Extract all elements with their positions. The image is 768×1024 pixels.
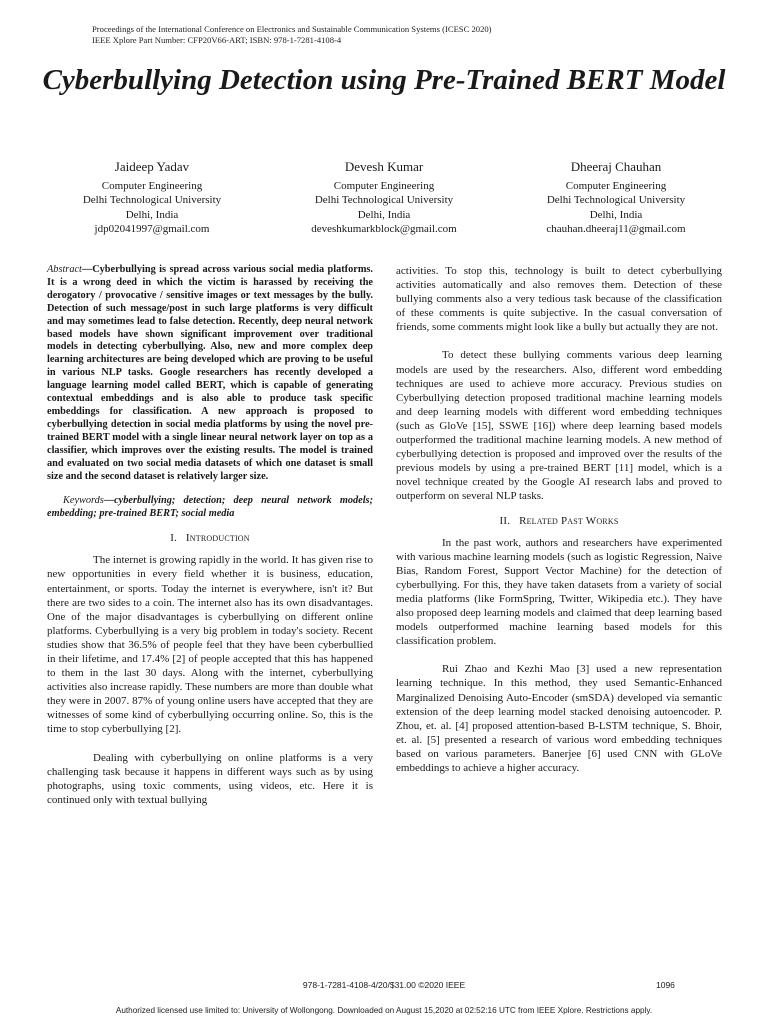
author-2 (268, 160, 500, 237)
section-number: II. (499, 514, 511, 527)
conference-header (92, 24, 492, 46)
footer-copyright: 978-1-7281-4108-4/20/$31.00 ©2020 IEEE (302, 980, 466, 990)
author-university: Delhi Technological University (546, 194, 686, 206)
header-line-1: Proceedings of the International Conference on Electronics and Sustainable Communication Systems (ICESC 2020) (92, 24, 492, 34)
abstract (47, 264, 373, 483)
author-location: Delhi, India (589, 208, 643, 221)
paper-title: Cyberbullying Detection using Pre-Trained BERT Model (42, 64, 726, 96)
intro-paragraph-3: To detect these bullying comments various deep learning models are used by the researchers. Also, different word embedding techniques are used to achieve more accuracy. Previous studies on Cyberbullying detection proposed traditional machine learning models and deep learning models with different word embedding techniques (such as GloVe [15], SSWE [16]) where deep learning based models outperformed the traditional machine learning models. A new method of cyberbullying detection is proposed and improved over the results of the previous models by using a pre-trained BERT [11] model, which is a novel technique created by the Google AI research labs and proved to outperform on several NLP tasks. (396, 349, 722, 503)
intro-paragraph-continued: activities. To stop this, technology is built to detect cyberbullying activities automatically and also removes them. Detection of these bullying comments also a very tedious task because of the classification of these comments is quite subjective. In the casual conversation of friends, some comments might look like a bully but actually they are not. (396, 265, 722, 334)
section-title: Introduction (185, 532, 250, 545)
page-number: 1096 (656, 980, 675, 990)
right-column (396, 264, 722, 775)
author-name: Dheeraj Chauhan (570, 159, 662, 174)
author-3 (500, 160, 732, 237)
section-number: I. (170, 532, 178, 545)
abstract-lead: Abstract (47, 264, 82, 275)
license-notice: Authorized licensed use limited to: University of Wollongong. Downloaded on August 15,2020 at 02:52:16 UTC from IEEE Xplore. Restrictions apply. (115, 1006, 653, 1015)
section-title: Related Past Works (519, 514, 619, 527)
keywords (47, 495, 373, 521)
abstract-text: —Cyberbullying is spread across various social media platforms. It is a wrong deed in which the victim is harassed by receiving the derogatory / provocative / sensitive images or text messages by the bully. Detection of such message/post in such large platforms is very difficult and may sometimes lead to false detection. Recently, deep neural network based models have shown significant improvement over traditional models in detecting cyberbullying. Also, new and more complex deep learning architectures are being developed which are proving to be useful in various NLP tasks. Google researchers has recently developed a language learning model called BERT, which is capable of generating contextual embeddings and is also able to produce task specific embeddings for classification. A new approach is proposed to cyberbullying detection in social media platforms by using the novel pre-trained BERT model with a single linear neural network layer on top as a classifier, which improves over the existing results. The model is trained and evaluated on two social media datasets of which one dataset is small size and the second dataset is relatively larger size. (47, 264, 373, 482)
intro-paragraph-1: The internet is growing rapidly in the world. It has given rise to new opportunities in every field whether it is business, education, entertainment, or sports. Today the internet is everywhere, isn't it? But there are two sides to a coin. The internet also has its own disadvantages. One of the major disadvantages is cyberbullying on different online platforms. Cyberbullying is a very big problem in today's society. Recent studies show that 36.5% of people feel that they have been cyberbullied in their lifetime, and 17.4% [2] of people accepted that this has happened to them in the last 30 days. Along with the internet, cyberbullying activities also increase rapidly. These numbers are more than double what they were in 2007. 87% of young online users have accepted that they are witnesses of some kind of cyberbullying occurring online. So, this is the time to stop cyberbullying [2]. (47, 554, 373, 736)
keywords-text: —cyberbullying; detection; deep neural network models; embedding; pre-trained BERT; social media (47, 495, 373, 520)
author-dept: Computer Engineering (565, 179, 667, 192)
related-paragraph-2: Rui Zhao and Kezhi Mao [3] used a new representation learning technique. In this method, they used Semantic-Enhanced Marginalized Denoising Auto-Encoder (smSDA) developed via semantic extension of the deep learning model stacked denoising autoencoder. P. Zhou, et. al. [4] proposed attention-based B-LSTM technique, S. Bhoir, et. al. [5] presented a research of various word embedding techniques based on various parameters. Banerjee [6] used CNN with GLoVe embeddings to achieve a higher accuracy. (396, 663, 722, 774)
author-email: jdp02041997@gmail.com (94, 223, 210, 235)
author-university: Delhi Technological University (314, 194, 454, 206)
left-column (47, 264, 373, 807)
related-paragraph-1: In the past work, authors and researchers have experimented with various machine learning models (such as logistic Regression, Naive Bias, Random Forest, Support Vector Machine) for the detection of cyberbullying. For this, they have taken datasets from a variety of social media platforms (like FormSpring, Twitter, Wikipedia etc.). They have also proposed deep learning models and claimed that deep learning based models outperformed machine learning based models for this classification problem. (396, 536, 722, 648)
author-university: Delhi Technological University (82, 194, 222, 206)
author-dept: Computer Engineering (333, 179, 435, 192)
section-heading-introduction (47, 531, 373, 545)
section-heading-related-works (396, 514, 722, 528)
author-block (36, 160, 732, 237)
author-email: chauhan.dheeraj11@gmail.com (546, 223, 686, 235)
intro-paragraph-2: Dealing with cyberbullying on online platforms is a very challenging task because it happens in different ways such as by using photographs, using toxic comments, using videos, etc. Here it is continued only with textual bullying (47, 751, 373, 806)
author-dept: Computer Engineering (101, 179, 203, 192)
author-location: Delhi, India (125, 208, 179, 221)
author-name: Jaideep Yadav (114, 159, 190, 174)
author-name: Devesh Kumar (344, 159, 424, 174)
author-1 (36, 160, 268, 237)
author-email: deveshkumarkblock@gmail.com (311, 223, 457, 235)
header-line-2: IEEE Xplore Part Number: CFP20V66-ART; ISBN: 978-1-7281-4108-4 (92, 35, 342, 45)
author-location: Delhi, India (357, 208, 411, 221)
keywords-lead: Keywords (63, 495, 104, 507)
